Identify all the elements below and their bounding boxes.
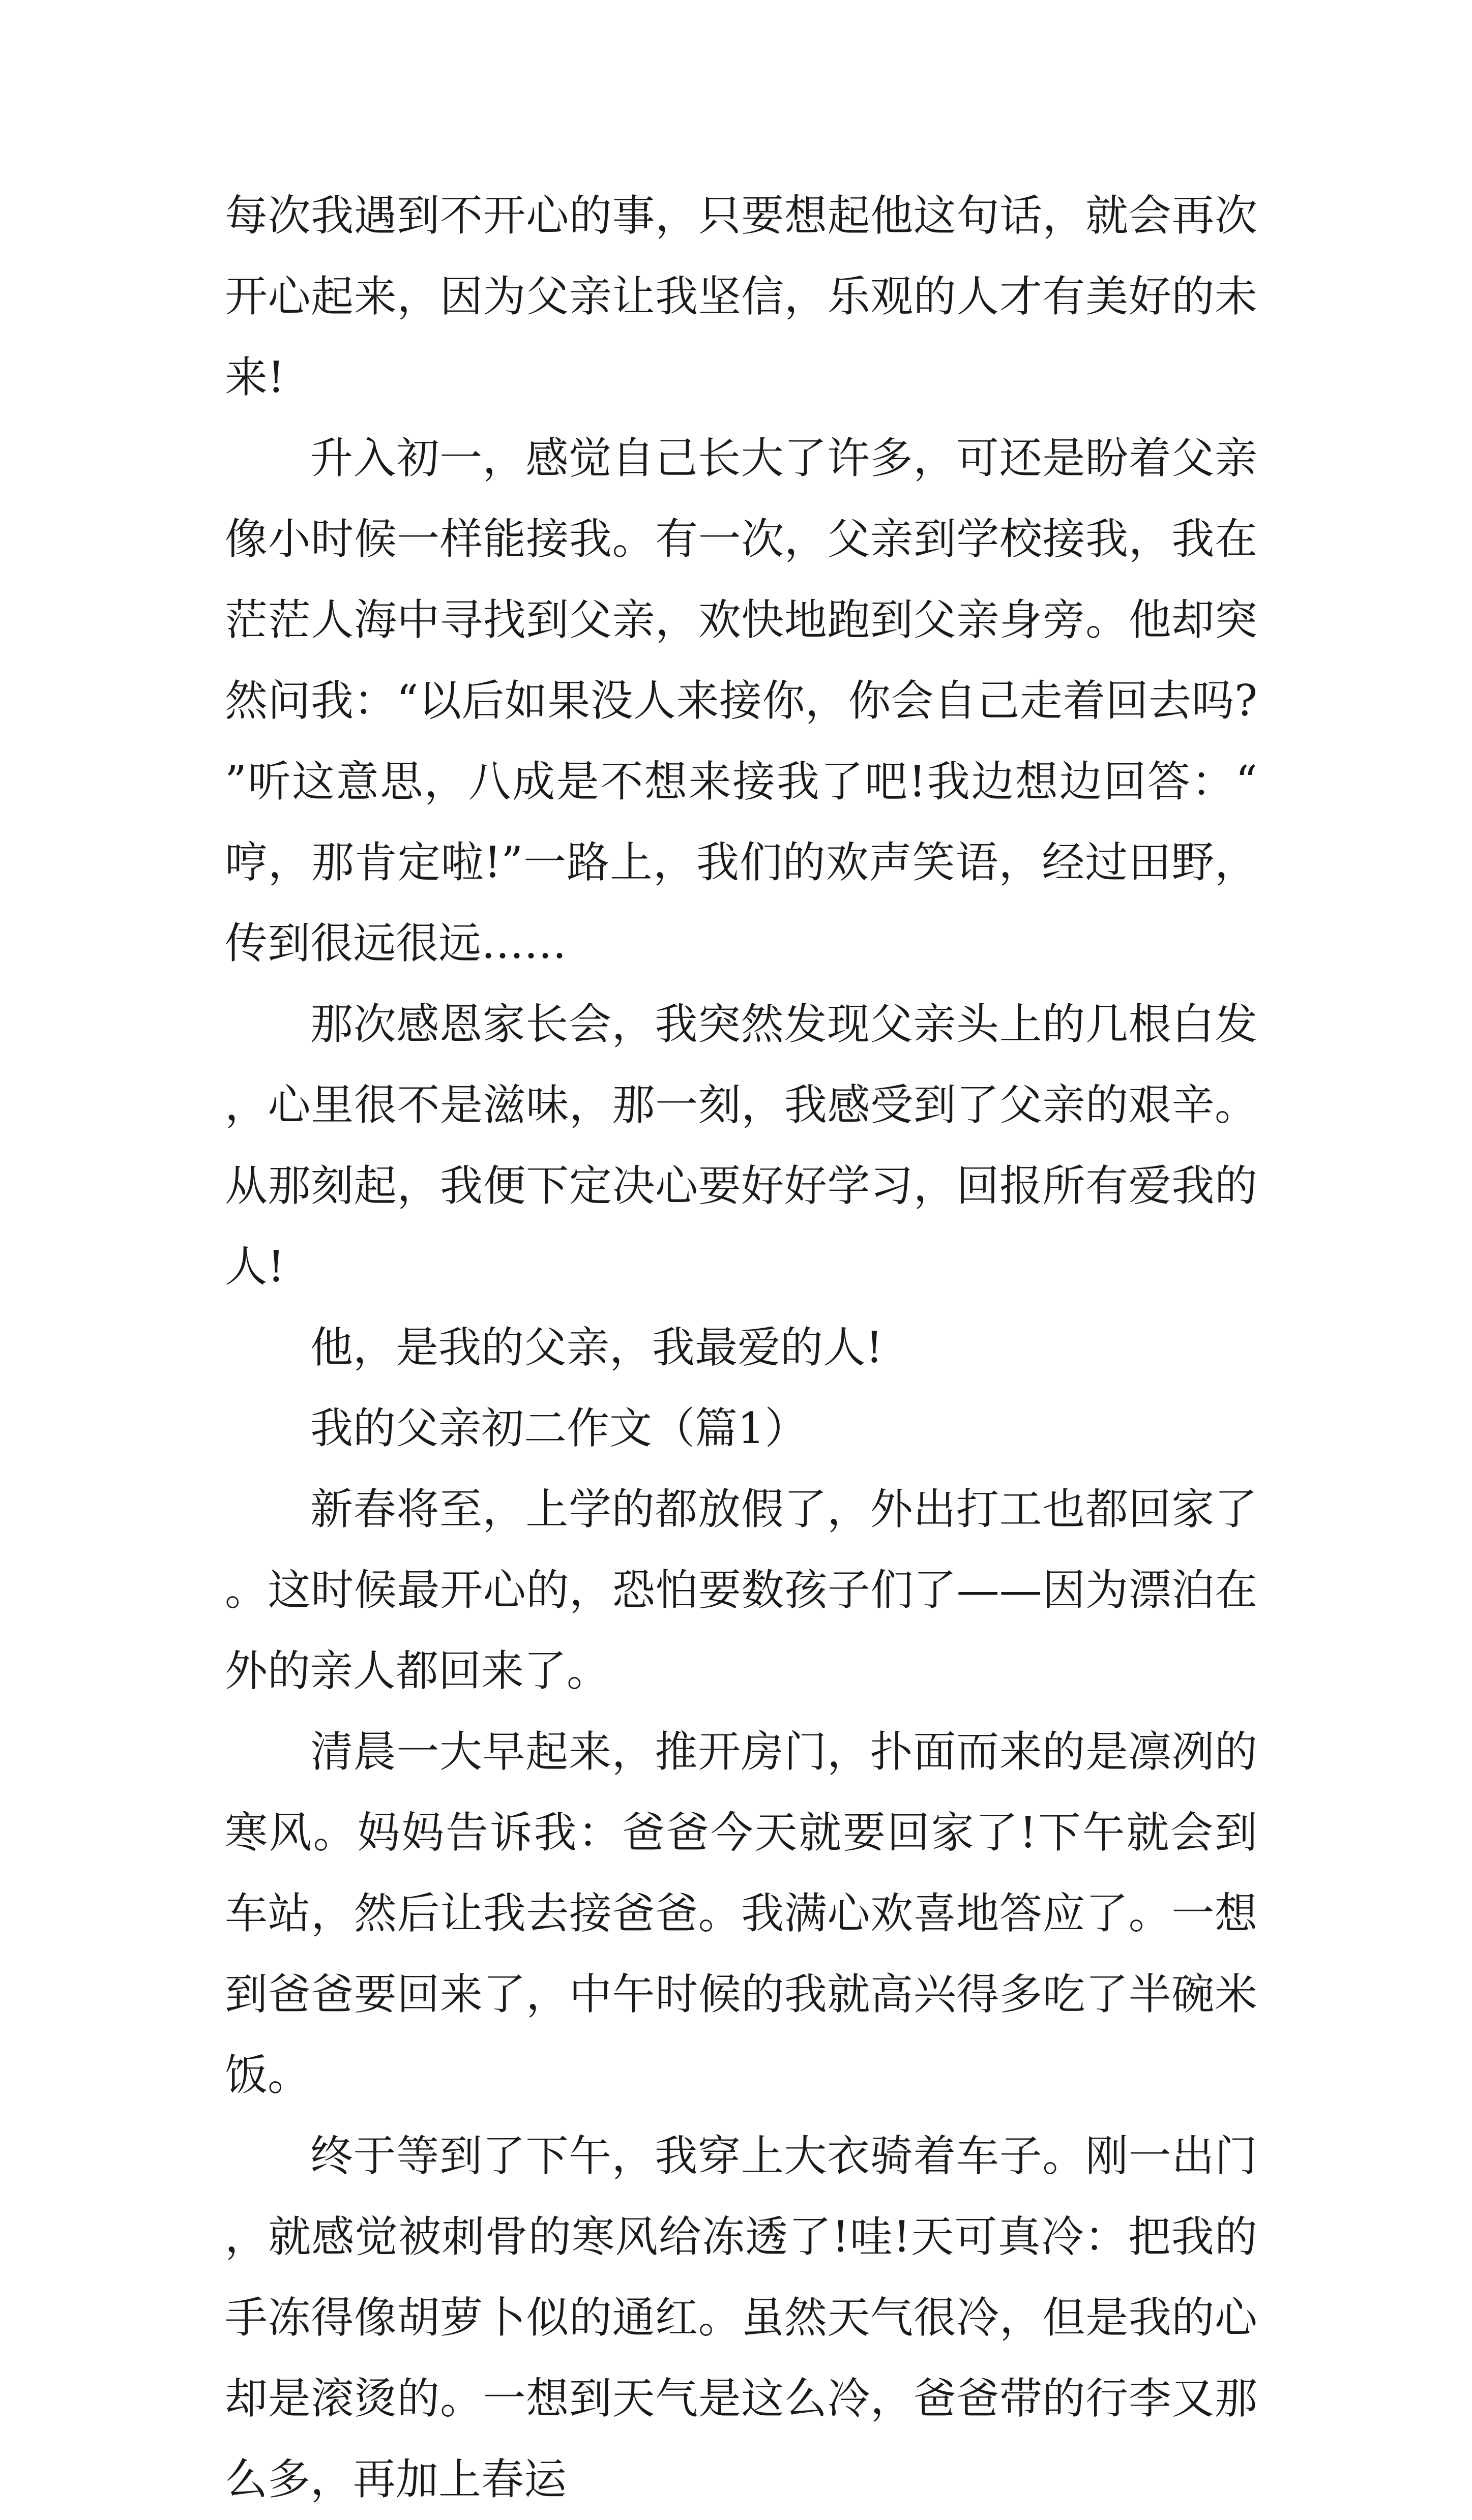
- paragraph: 终于等到了下午，我穿上大衣骑着车子。刚一出门，就感觉被刺骨的寒风给冻透了!哇!天可真冷：把我的手冻得像胡萝卜似的通红。虽然天气很冷，但是我的心却是滚烫的。一想到天气是这么冷，爸爸带的行李又那么多，再加上春运: [225, 2131, 1257, 2504]
- essay-body: [225, 175, 1257, 2520]
- paragraph: 那次感恩家长会，我突然发现父亲头上的几根白发，心里很不是滋味，那一刻，我感受到了父亲的艰辛。从那刻起，我便下定决心要好好学习，回报所有爱我的人!: [225, 999, 1257, 1292]
- paragraph: 每次我遇到不开心的事，只要想起他这句话，就会再次开心起来，因为父亲让我坚信，乐观的人才有美好的未来!: [225, 191, 1257, 402]
- paragraph: 清晨一大早起来，推开房门，扑面而来的是凛冽的寒风。妈妈告诉我：爸爸今天就要回家了!下午就会到车站，然后让我去接爸爸。我满心欢喜地答应了。一想到爸爸要回来了，中午时候的我就高兴得多吃了半碗米饭。: [225, 1727, 1257, 2100]
- section-heading: 我的父亲初二作文（篇1）: [310, 1403, 808, 1453]
- paragraph: 升入初一，感觉自己长大了许多，可还是盼着父亲像小时候一样能接我。有一次，父亲到学校接我，我在茫茫人海中寻找到父亲，欢快地跑到父亲身旁。他却突然问我：“以后如果没人来接你，你会自己走着回去吗?”听这意思，八成是不想来接我了吧!我边想边回答：“哼，那肯定啦!”一路上，我们的欢声笑语，经过田野，传到很远很远……: [225, 433, 1257, 968]
- paragraph: 他，是我的父亲，我最爱的人!: [310, 1323, 883, 1372]
- paragraph: 新春将至，上学的都放假了，外出打工也都回家了。这时候最开心的，恐怕要数孩子们了——因为漂泊在外的亲人都回来了。: [225, 1484, 1257, 1696]
